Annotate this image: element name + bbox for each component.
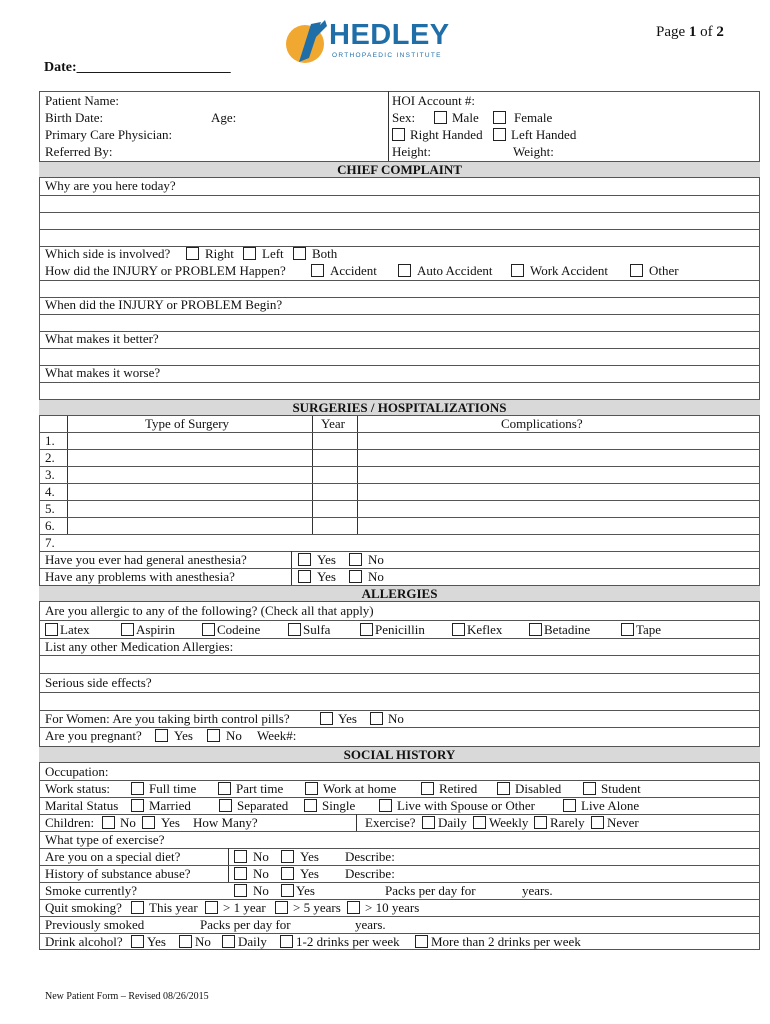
allergy-label: Latex (60, 622, 90, 637)
chief-complaint-header: CHIEF COMPLAINT (39, 161, 760, 178)
why-here-label[interactable]: Why are you here today? (45, 178, 176, 193)
problems-yes-checkbox[interactable] (298, 570, 311, 583)
quit-label: > 10 years (365, 900, 420, 915)
allergy-label: Sulfa (303, 622, 331, 637)
anesthesia-question: Have you ever had general anesthesia? (45, 552, 247, 567)
anesthesia-no-checkbox[interactable] (349, 553, 362, 566)
height-label[interactable]: Height: (392, 144, 431, 159)
marital-label: Married (149, 798, 191, 813)
divider (39, 534, 760, 535)
quit-label: This year (149, 900, 198, 915)
exercise-checkbox[interactable] (534, 816, 547, 829)
drink-checkbox[interactable] (179, 935, 192, 948)
quit-checkbox[interactable] (205, 901, 218, 914)
pregnant-no-checkbox[interactable] (207, 729, 220, 742)
drink-checkbox[interactable] (280, 935, 293, 948)
birth-control-question: For Women: Are you taking birth control pills? (45, 711, 290, 726)
exercise-label: Never (607, 815, 639, 830)
birth-control-no-label: No (388, 711, 404, 726)
divider (39, 780, 760, 781)
divider (39, 692, 760, 693)
substance-yes-checkbox[interactable] (281, 867, 294, 880)
surgery-row-number[interactable]: 2. (45, 450, 55, 465)
marital-label: Separated (237, 798, 289, 813)
age-label[interactable]: Age: (211, 110, 237, 125)
side-effects-label[interactable]: Serious side effects? (45, 675, 152, 690)
surgery-type-header: Type of Surgery (145, 416, 230, 431)
previously-smoked-label: Previously smoked (45, 917, 145, 932)
occupation-label[interactable]: Occupation: (45, 764, 109, 779)
quit-label: > 5 years (293, 900, 341, 915)
logo-name: HEDLEY (329, 19, 450, 51)
side-left-checkbox[interactable] (243, 247, 256, 260)
drink-label: Yes (147, 934, 166, 949)
diet-yes-label: Yes (300, 849, 319, 864)
work-status-checkbox[interactable] (305, 782, 318, 795)
divider (39, 727, 760, 728)
drink-label: Daily (238, 934, 267, 949)
drink-checkbox[interactable] (131, 935, 144, 948)
divider (39, 280, 760, 281)
diet-describe-label[interactable]: Describe: (345, 849, 395, 864)
divider (39, 500, 760, 501)
surgeries-header: SURGERIES / HOSPITALIZATIONS (39, 399, 760, 416)
smoke-question: Smoke currently? (45, 883, 138, 898)
footer-text: New Patient Form – Revised 08/26/2015 (45, 991, 209, 1002)
anesthesia-problems-question: Have any problems with anesthesia? (45, 569, 235, 584)
side-left-label: Left (262, 246, 284, 261)
allergy-checkbox[interactable] (529, 623, 542, 636)
male-checkbox[interactable] (434, 111, 447, 124)
quit-checkbox[interactable] (275, 901, 288, 914)
children-yes-checkbox[interactable] (142, 816, 155, 829)
weight-label[interactable]: Weight: (513, 144, 554, 159)
allergy-checkbox[interactable] (288, 623, 301, 636)
date-label[interactable]: Date:______________________ (44, 60, 231, 75)
quit-label: > 1 year (223, 900, 266, 915)
exercise-label: Exercise? (365, 815, 416, 830)
exercise-label: Rarely (550, 815, 585, 830)
auto-accident-checkbox[interactable] (398, 264, 411, 277)
diet-no-label: No (253, 849, 269, 864)
exercise-checkbox[interactable] (591, 816, 604, 829)
logo (285, 16, 450, 68)
surgery-row-number[interactable]: 5. (45, 501, 55, 516)
side-right-checkbox[interactable] (186, 247, 199, 260)
birth-date-label[interactable]: Birth Date: (45, 110, 104, 125)
account-label[interactable]: HOI Account #: (392, 93, 476, 108)
divider (39, 483, 760, 484)
surgery-complications-header: Complications? (501, 416, 583, 431)
when-question[interactable]: When did the INJURY or PROBLEM Begin? (45, 297, 283, 312)
children-yes-label: Yes (161, 815, 180, 830)
allergy-checkbox[interactable] (452, 623, 465, 636)
divider (39, 655, 760, 656)
allergy-label: Betadine (544, 622, 591, 637)
surgery-row-number[interactable]: 6. (45, 518, 55, 533)
right-handed-checkbox[interactable] (392, 128, 405, 141)
work-status-label: Work at home (323, 781, 397, 796)
week-label[interactable]: Week#: (257, 728, 297, 743)
patient-name-label[interactable]: Patient Name: (45, 93, 120, 108)
work-status-checkbox[interactable] (421, 782, 434, 795)
other-checkbox[interactable] (630, 264, 643, 277)
left-handed-label: Left Handed (511, 127, 577, 142)
referred-label[interactable]: Referred By: (45, 144, 113, 159)
female-checkbox[interactable] (493, 111, 506, 124)
prev-packs-label[interactable]: Packs per day for (200, 917, 291, 932)
how-many-label[interactable]: How Many? (193, 815, 258, 830)
drink-label: 1-2 drinks per week (296, 934, 400, 949)
surgery-row-number[interactable]: 4. (45, 484, 55, 499)
divider (39, 229, 760, 230)
marital-checkbox[interactable] (304, 799, 317, 812)
work-status-checkbox[interactable] (131, 782, 144, 795)
divider (39, 916, 760, 917)
social-history-header: SOCIAL HISTORY (39, 746, 760, 763)
allergy-checkbox[interactable] (621, 623, 634, 636)
surgery-year-header: Year (321, 416, 345, 431)
divider (39, 620, 760, 621)
allergy-question: Are you allergic to any of the following? (Check all that apply) (45, 603, 374, 618)
smoke-yes-checkbox[interactable] (281, 884, 294, 897)
anesthesia-no-label: No (368, 552, 384, 567)
drink-label: No (195, 934, 211, 949)
allergy-label: Tape (636, 622, 662, 637)
packs-label[interactable]: Packs per day for (385, 883, 476, 898)
auto-accident-label: Auto Accident (417, 263, 493, 278)
quit-checkbox[interactable] (347, 901, 360, 914)
work-status-label: Full time (149, 781, 197, 796)
substance-question: History of substance abuse? (45, 866, 191, 881)
work-accident-label: Work Accident (530, 263, 609, 278)
work-status-checkbox[interactable] (218, 782, 231, 795)
divider (39, 314, 760, 315)
divider (388, 91, 389, 161)
pcp-label[interactable]: Primary Care Physician: (45, 127, 173, 142)
exercise-checkbox[interactable] (473, 816, 486, 829)
problems-no-checkbox[interactable] (349, 570, 362, 583)
birth-control-yes-checkbox[interactable] (320, 712, 333, 725)
left-handed-checkbox[interactable] (493, 128, 506, 141)
other-allergies-label[interactable]: List any other Medication Allergies: (45, 639, 234, 654)
allergy-label: Keflex (467, 622, 503, 637)
male-label: Male (452, 110, 479, 125)
surgery-row-number[interactable]: 1. (45, 433, 55, 448)
smoke-yes-label: Yes (296, 883, 315, 898)
years-label: years. (522, 883, 553, 898)
side-both-checkbox[interactable] (293, 247, 306, 260)
children-no-label: No (120, 815, 136, 830)
drink-label: More than 2 drinks per week (431, 934, 581, 949)
divider (39, 466, 760, 467)
smoke-no-checkbox[interactable] (234, 884, 247, 897)
quit-checkbox[interactable] (131, 901, 144, 914)
diet-no-checkbox[interactable] (234, 850, 247, 863)
pregnant-question: Are you pregnant? (45, 728, 142, 743)
smoke-no-label: No (253, 883, 269, 898)
side-both-label: Both (312, 246, 338, 261)
better-question[interactable]: What makes it better? (45, 331, 159, 346)
logo-subtitle: ORTHOPAEDIC INSTITUTE (332, 52, 442, 59)
divider (356, 814, 357, 831)
allergy-checkbox[interactable] (360, 623, 373, 636)
drink-checkbox[interactable] (415, 935, 428, 948)
side-right-label: Right (205, 246, 234, 261)
divider (39, 517, 760, 518)
accident-label: Accident (330, 263, 377, 278)
anesthesia-yes-label: Yes (317, 552, 336, 567)
marital-label: Single (322, 798, 356, 813)
work-status-checkbox[interactable] (583, 782, 596, 795)
sex-label: Sex: (392, 110, 416, 125)
work-status-label: Student (601, 781, 641, 796)
other-label: Other (649, 263, 679, 278)
substance-yes-label: Yes (300, 866, 319, 881)
page-indicator: Page 1 of 2 (656, 24, 724, 40)
anesthesia-yes-checkbox[interactable] (298, 553, 311, 566)
diet-question: Are you on a special diet? (45, 849, 181, 864)
female-label: Female (514, 110, 553, 125)
logo-mark-icon (285, 18, 329, 66)
work-accident-checkbox[interactable] (511, 264, 524, 277)
work-status-label: Part time (236, 781, 284, 796)
drink-checkbox[interactable] (222, 935, 235, 948)
right-handed-label: Right Handed (410, 127, 483, 142)
divider (39, 195, 760, 196)
allergy-label: Aspirin (136, 622, 175, 637)
divider (39, 212, 760, 213)
accident-checkbox[interactable] (311, 264, 324, 277)
prev-years-label: years. (355, 917, 386, 932)
work-status-checkbox[interactable] (497, 782, 510, 795)
pregnant-yes-checkbox[interactable] (155, 729, 168, 742)
surgery-row-number[interactable]: 7. (45, 535, 55, 550)
allergy-checkbox[interactable] (45, 623, 58, 636)
marital-checkbox[interactable] (219, 799, 232, 812)
divider (39, 348, 760, 349)
allergy-checkbox[interactable] (202, 623, 215, 636)
allergy-label: Penicillin (375, 622, 425, 637)
divider (39, 673, 760, 674)
children-label: Children: (45, 815, 95, 830)
birth-control-no-checkbox[interactable] (370, 712, 383, 725)
substance-no-checkbox[interactable] (234, 867, 247, 880)
marital-checkbox[interactable] (131, 799, 144, 812)
divider (39, 449, 760, 450)
side-question: Which side is involved? (45, 246, 171, 261)
allergy-checkbox[interactable] (121, 623, 134, 636)
marital-checkbox[interactable] (563, 799, 576, 812)
divider (39, 432, 760, 433)
surgery-row-number[interactable]: 3. (45, 467, 55, 482)
children-no-checkbox[interactable] (102, 816, 115, 829)
marital-checkbox[interactable] (379, 799, 392, 812)
how-question: How did the INJURY or PROBLEM Happen? (45, 263, 286, 278)
exercise-type-label[interactable]: What type of exercise? (45, 832, 165, 847)
allergy-label: Codeine (217, 622, 261, 637)
marital-label: Live Alone (581, 798, 640, 813)
allergies-header: ALLERGIES (39, 585, 760, 602)
divider (39, 382, 760, 383)
pregnant-yes-label: Yes (174, 728, 193, 743)
quit-smoking-question: Quit smoking? (45, 900, 122, 915)
substance-describe-label[interactable]: Describe: (345, 866, 395, 881)
marital-label: Live with Spouse or Other (397, 798, 535, 813)
problems-no-label: No (368, 569, 384, 584)
birth-control-yes-label: Yes (338, 711, 357, 726)
worse-question[interactable]: What makes it worse? (45, 365, 161, 380)
work-status-label: Retired (439, 781, 478, 796)
work-status-label: Work status: (45, 781, 111, 796)
work-status-label: Disabled (515, 781, 562, 796)
pregnant-no-label: No (226, 728, 242, 743)
exercise-label: Daily (438, 815, 467, 830)
marital-status-label: Marital Status (45, 798, 119, 813)
drink-question: Drink alcohol? (45, 934, 123, 949)
exercise-checkbox[interactable] (422, 816, 435, 829)
diet-yes-checkbox[interactable] (281, 850, 294, 863)
exercise-label: Weekly (489, 815, 529, 830)
problems-yes-label: Yes (317, 569, 336, 584)
substance-no-label: No (253, 866, 269, 881)
